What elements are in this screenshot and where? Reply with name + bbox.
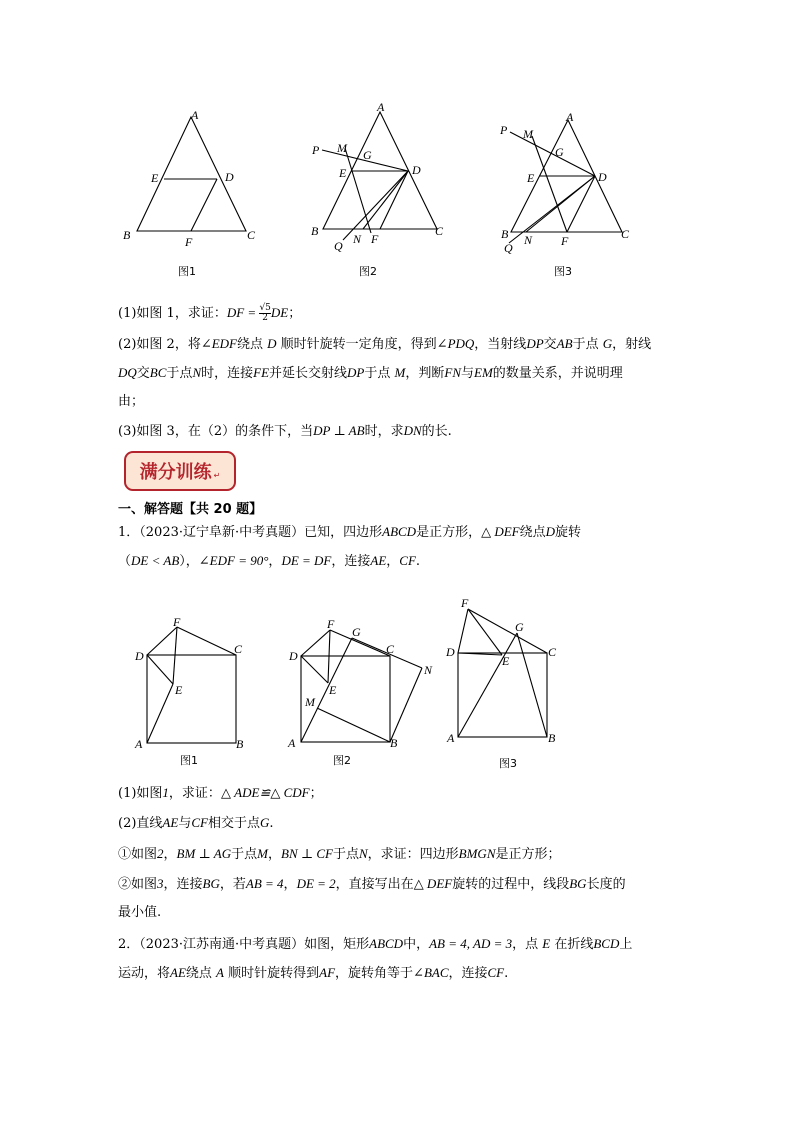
- caption-fig1: 图1: [178, 265, 196, 278]
- math: CF: [399, 553, 416, 568]
- label-e: E: [527, 171, 535, 185]
- text: ；: [288, 306, 302, 321]
- label-p: P: [500, 123, 508, 137]
- math: ∠EDF = 90°: [198, 553, 269, 568]
- math: AE: [162, 815, 179, 830]
- caption-fig3: 图3: [499, 757, 517, 770]
- text: 于点: [332, 847, 359, 862]
- label-d: D: [289, 649, 298, 663]
- math: D: [545, 524, 556, 539]
- math: △ ADE≌△ CDF: [220, 785, 310, 800]
- label-d: D: [412, 163, 421, 177]
- text: ；: [309, 786, 323, 801]
- math: BC: [149, 365, 167, 380]
- text: ，求证：: [168, 786, 221, 801]
- math: AB = 4, AD = 3: [429, 936, 513, 951]
- math: AE: [370, 553, 387, 568]
- math: M: [257, 846, 268, 861]
- text: 交: [543, 337, 557, 352]
- math: G: [602, 336, 613, 351]
- text: ，判断: [405, 366, 445, 381]
- text: 旋转的过程中，线段: [452, 877, 570, 892]
- text: (2)直线: [118, 816, 163, 831]
- math: DP: [526, 336, 544, 351]
- segment-df: [567, 176, 595, 232]
- label-q: Q: [334, 239, 343, 253]
- label-e: E: [151, 171, 159, 185]
- text: 于点: [572, 337, 603, 352]
- text: 与: [461, 366, 475, 381]
- caption-fig1: 图1: [180, 754, 198, 767]
- math: D: [267, 336, 277, 351]
- label-e: E: [329, 683, 337, 697]
- text: ①如图: [118, 847, 158, 862]
- figure-3-triangle: [496, 106, 646, 286]
- segment-fe: [468, 609, 502, 655]
- figure-1-triangle: [118, 105, 268, 285]
- q1-figure-3-square: [444, 595, 569, 775]
- math: DN: [403, 423, 422, 438]
- math: ABCD: [382, 524, 417, 539]
- math: △ DEF: [413, 876, 453, 891]
- math: E: [542, 936, 551, 951]
- label-a: A: [566, 110, 574, 124]
- segment-df: [380, 171, 408, 229]
- q1-line-1: [118, 521, 581, 544]
- label-f: F: [461, 596, 469, 610]
- text: (3)如图 3，在（2）的条件下，当: [118, 424, 314, 439]
- label-f: F: [371, 232, 379, 246]
- segment-nb: [390, 668, 422, 742]
- caption-fig3: 图3: [554, 265, 572, 278]
- label-m: M: [337, 141, 347, 155]
- text: 运动，将: [118, 966, 171, 981]
- math: DQ: [118, 365, 137, 380]
- math: EM: [474, 365, 493, 380]
- label-b: B: [123, 228, 131, 242]
- text: .: [269, 816, 274, 831]
- segment-df: [191, 179, 217, 231]
- q1-figure-1-square: [130, 612, 255, 772]
- q1-line-2: [118, 550, 420, 573]
- text: ，: [267, 847, 281, 862]
- label-d: D: [135, 649, 144, 663]
- math: FN: [444, 365, 461, 380]
- label-n: N: [524, 233, 533, 247]
- text: 并延长交射线: [269, 366, 348, 381]
- label-f: F: [561, 234, 569, 248]
- section-badge: [124, 451, 236, 491]
- text: 2．（2023·江苏南通·中考真题）如图，矩形: [118, 937, 370, 952]
- math: BG: [569, 876, 587, 891]
- label-m: M: [523, 127, 533, 141]
- math: DE: [270, 305, 289, 320]
- text: 于点: [166, 366, 193, 381]
- label-d: D: [598, 170, 607, 184]
- text: ，直接写出在: [335, 877, 414, 892]
- segment-mb: [317, 708, 390, 742]
- label-f: F: [327, 617, 335, 631]
- label-b: B: [390, 736, 398, 750]
- text: ，: [163, 847, 177, 862]
- text: 是正方形；: [495, 847, 561, 862]
- math: 1: [162, 785, 169, 800]
- figure-2-triangle: [308, 98, 458, 283]
- math: A: [216, 965, 224, 980]
- prev-part-2-line-2: [118, 362, 623, 385]
- text: ，若: [219, 877, 246, 892]
- text: ），: [179, 554, 199, 569]
- ray-dq: [343, 171, 408, 240]
- label-g: G: [363, 148, 372, 162]
- label-a: A: [135, 737, 143, 751]
- q2-line-2: [118, 962, 508, 985]
- text: 绕点: [519, 525, 546, 540]
- label-a: A: [447, 731, 455, 745]
- segment-df: [147, 627, 177, 655]
- text: ，: [268, 554, 282, 569]
- text: 时，求: [364, 424, 404, 439]
- label-e: E: [175, 683, 183, 697]
- math: G: [259, 815, 270, 830]
- label-b: B: [311, 224, 319, 238]
- text: 时，连接: [201, 366, 254, 381]
- math: AB = 4: [245, 876, 284, 891]
- text: 旋转: [555, 525, 582, 540]
- label-g: G: [352, 625, 361, 639]
- segment-ae: [147, 684, 173, 743]
- text: 顺时针旋转得到: [224, 966, 320, 981]
- text: ，求证：四边形: [367, 847, 459, 862]
- text: 顺时针旋转一定角度，得到: [276, 337, 437, 352]
- label-g: G: [515, 620, 524, 634]
- paragraph-mark: ↵: [213, 470, 221, 480]
- label-e: E: [502, 654, 510, 668]
- fraction: [259, 304, 270, 323]
- segment-dn: [363, 171, 408, 229]
- prev-part-3: [118, 420, 452, 443]
- segment-de: [301, 656, 328, 683]
- label-c: C: [548, 645, 557, 659]
- text: 中，: [403, 937, 430, 952]
- math: DE < AB: [131, 553, 180, 568]
- label-d: D: [446, 645, 455, 659]
- label-a: A: [191, 108, 199, 122]
- q1-part-2: [118, 812, 274, 835]
- text: 上: [619, 937, 633, 952]
- label-f: F: [185, 235, 193, 249]
- text: ，连接: [331, 554, 371, 569]
- math: FE: [253, 365, 270, 380]
- label-f: F: [173, 615, 181, 629]
- math: CF: [487, 965, 505, 980]
- label-d: D: [225, 170, 234, 184]
- math: ∠BAC: [413, 965, 449, 980]
- text: 在折线: [550, 937, 594, 952]
- q1-part-1: [118, 782, 323, 805]
- text: ，旋转角等于: [335, 966, 414, 981]
- math: △ DEF: [481, 524, 520, 539]
- math: N: [358, 846, 368, 861]
- q1-part-2b-line-2: 最小值.: [118, 905, 162, 920]
- text: (1)如图: [118, 786, 163, 801]
- math: CF: [191, 815, 208, 830]
- math: DE = 2: [296, 876, 336, 891]
- math: BM ⊥ AG: [176, 846, 232, 861]
- text: .: [415, 554, 421, 569]
- label-a: A: [377, 100, 385, 114]
- math: M: [394, 365, 406, 380]
- label-g: G: [555, 145, 564, 159]
- text: ，当射线: [474, 337, 527, 352]
- math: BMGN: [458, 846, 496, 861]
- text: 于点: [231, 847, 258, 862]
- label-c: C: [247, 228, 256, 242]
- segment-fc: [177, 627, 236, 655]
- text: .: [504, 966, 509, 981]
- segment-gb: [517, 633, 547, 737]
- segment-dn: [526, 176, 595, 232]
- label-c: C: [621, 227, 630, 241]
- segment-df: [458, 609, 468, 653]
- text: ，连接: [448, 966, 488, 981]
- text: ，射线: [612, 337, 652, 352]
- text: （: [118, 554, 132, 569]
- text: 是正方形，: [416, 525, 482, 540]
- prev-part-2-line-1: [118, 333, 651, 356]
- text: (2)如图 2，将: [118, 337, 201, 352]
- fraction-den: 2: [262, 313, 269, 323]
- math: DF =: [226, 305, 260, 320]
- label-q: Q: [504, 241, 513, 255]
- label-p: P: [312, 143, 320, 157]
- text: 1．（2023·辽宁阜新·中考真题）已知，四边形: [118, 525, 383, 540]
- math: ∠EDF: [200, 336, 237, 351]
- math: DP: [347, 365, 365, 380]
- text: 绕点: [237, 337, 268, 352]
- q1-figure-2-square: [282, 612, 437, 772]
- text: ，连接: [163, 877, 203, 892]
- label-m: M: [305, 695, 315, 709]
- q1-part-2b-line-1: [118, 873, 626, 896]
- math: BG: [202, 876, 220, 891]
- math: N: [192, 365, 202, 380]
- q2-line-1: [118, 933, 632, 956]
- math: ∠PDQ: [436, 336, 475, 351]
- caption-fig2: 图2: [359, 265, 377, 278]
- section-title: 一、解答题【共 20 题】: [118, 502, 263, 517]
- text: ，: [283, 877, 297, 892]
- math: 2: [157, 846, 164, 861]
- label-a: A: [288, 736, 296, 750]
- text: 交: [136, 366, 150, 381]
- segment-de: [147, 655, 173, 684]
- text: 相交于点: [207, 816, 260, 831]
- segment-df: [301, 630, 330, 656]
- label-b: B: [501, 227, 509, 241]
- segment-fc: [468, 609, 547, 653]
- label-n: N: [353, 232, 362, 246]
- text: ，点: [512, 937, 543, 952]
- text: ，: [386, 554, 400, 569]
- text: 的数量关系，并说明理: [492, 366, 623, 381]
- label-n: N: [424, 663, 433, 677]
- text: 长度的: [586, 877, 626, 892]
- label-b: B: [548, 731, 556, 745]
- q1-part-2a: [118, 843, 561, 866]
- math: BN ⊥ CF: [281, 846, 333, 861]
- line-ag: [301, 638, 352, 742]
- prev-part-1: [118, 302, 301, 325]
- math: AF: [319, 965, 336, 980]
- math: AE: [170, 965, 186, 980]
- text: (1)如图 1，求证：: [118, 306, 227, 321]
- badge-label: 满分训练: [139, 462, 212, 483]
- fraction-num: √5: [259, 303, 271, 313]
- label-c: C: [234, 642, 243, 656]
- label-c: C: [386, 642, 395, 656]
- text: 的长.: [421, 424, 452, 439]
- text: ②如图: [118, 877, 158, 892]
- math: 3: [157, 876, 164, 891]
- prev-part-2-line-3: 由；: [118, 394, 145, 409]
- math: ABCD: [369, 936, 404, 951]
- math: DP ⊥ AB: [313, 423, 365, 438]
- label-e: E: [339, 166, 347, 180]
- math: BCD: [593, 936, 620, 951]
- label-c: C: [435, 224, 444, 238]
- text: 与: [178, 816, 192, 831]
- text: 绕点: [185, 966, 217, 981]
- label-b: B: [236, 737, 244, 751]
- text: 于点: [364, 366, 395, 381]
- square-abcd: [147, 655, 236, 743]
- math: AB: [556, 336, 573, 351]
- math: DE = DF: [281, 553, 332, 568]
- line-ag: [458, 633, 517, 737]
- caption-fig2: 图2: [333, 754, 351, 767]
